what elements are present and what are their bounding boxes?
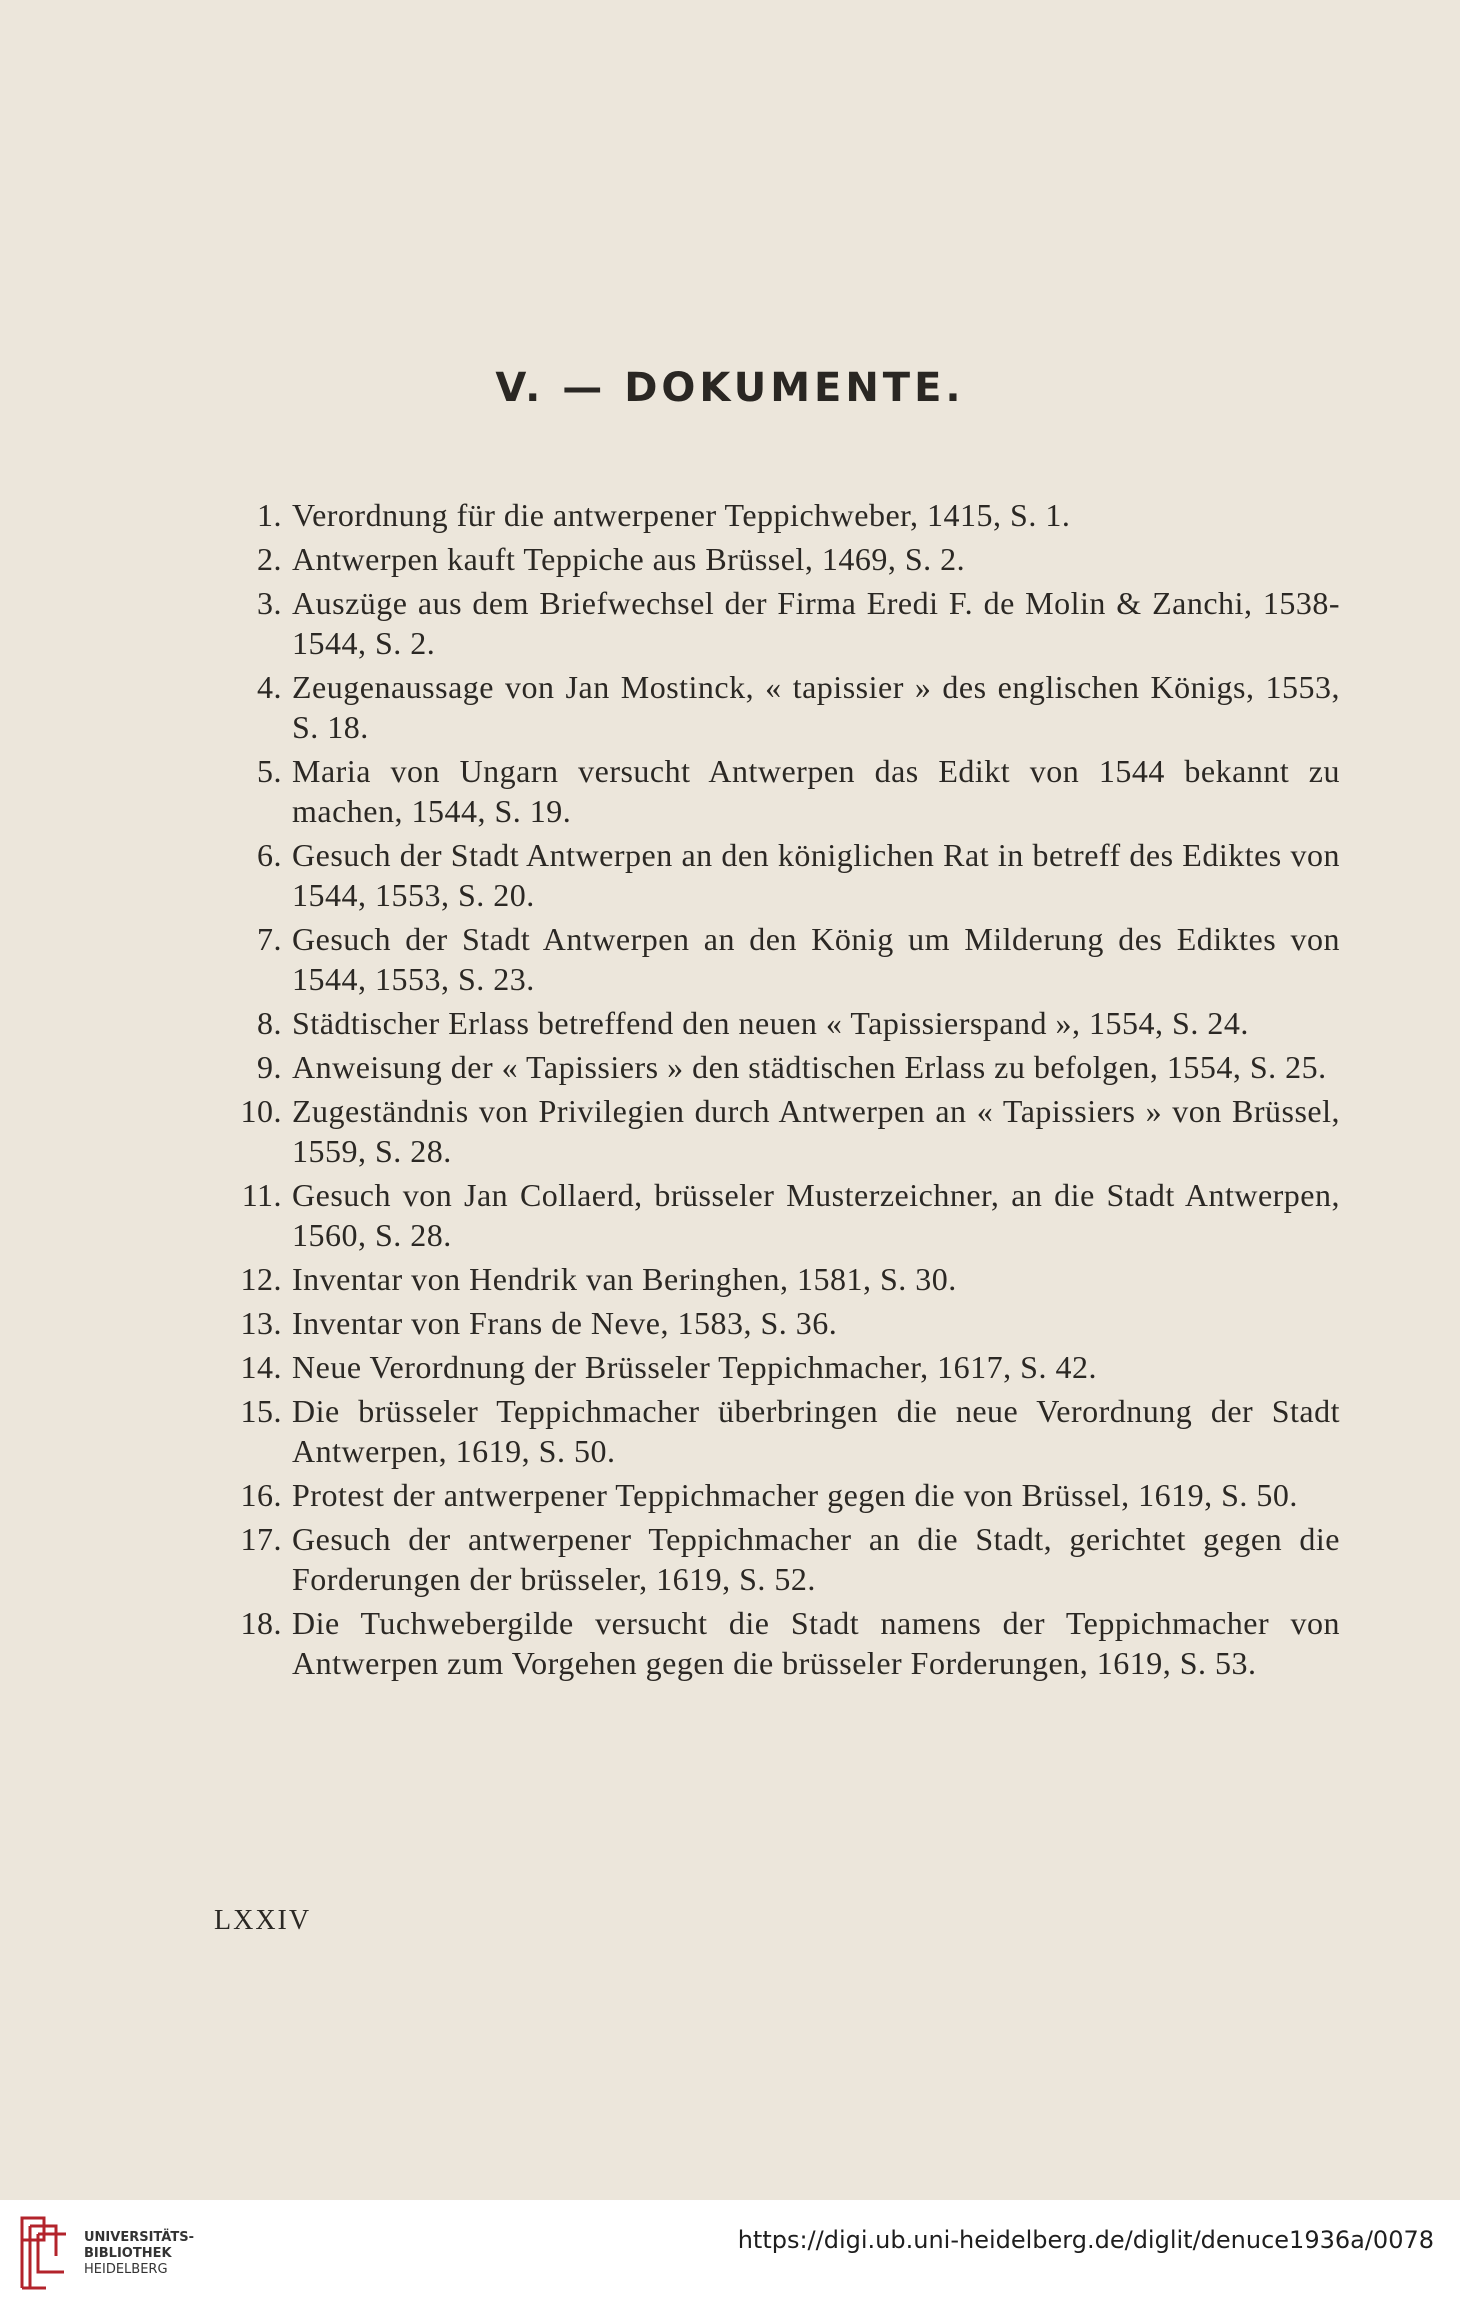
library-name-line: HEIDELBERG — [84, 2262, 168, 2277]
list-item — [220, 1175, 1340, 1255]
entry-number: 4. — [257, 669, 282, 705]
list-item — [220, 1259, 1340, 1299]
entry-number: 15. — [240, 1393, 282, 1429]
list-item — [220, 835, 1340, 915]
entry-text: Gesuch der Stadt Antwerpen an den König um Milderung des Ediktes von 1544, 1553, S. 23. — [292, 921, 1340, 997]
entry-text: Neue Verordnung der Brüsseler Teppichmacher, 1617, S. 42. — [292, 1349, 1097, 1385]
entry-number: 12. — [240, 1261, 282, 1297]
entry-text: Inventar von Hendrik van Beringhen, 1581, S. 30. — [292, 1261, 957, 1297]
entry-text: Anweisung der « Tapissiers » den städtischen Erlass zu befolgen, 1554, S. 25. — [292, 1049, 1327, 1085]
page-number: LXXIV — [214, 1905, 312, 1936]
entry-text: Gesuch der antwerpener Teppichmacher an die Stadt, gerichtet gegen die Forderungen der brüsseler, 1619, S. 52. — [292, 1521, 1340, 1597]
page-heading: V. — DOKUMENTE. — [495, 365, 965, 411]
list-item — [220, 1003, 1340, 1043]
entry-number: 14. — [240, 1349, 282, 1385]
entry-text: Die brüsseler Teppichmacher überbringen die neue Verordnung der Stadt Antwerpen, 1619, S. 50. — [292, 1393, 1340, 1469]
entry-number: 5. — [257, 753, 282, 789]
entry-number: 2. — [257, 541, 282, 577]
list-item — [220, 919, 1340, 999]
entry-text: Verordnung für die antwerpener Teppichweber, 1415, S. 1. — [292, 497, 1071, 533]
entry-number: 10. — [240, 1093, 282, 1129]
list-item — [220, 1303, 1340, 1343]
entry-number: 17. — [240, 1521, 282, 1557]
library-name-line: UNIVERSITÄTS- — [84, 2230, 194, 2245]
list-item — [220, 667, 1340, 747]
list-item — [220, 1603, 1340, 1683]
entry-number: 11. — [241, 1177, 282, 1213]
list-item — [220, 1475, 1340, 1515]
document-list — [220, 495, 1340, 1687]
entry-text: Antwerpen kauft Teppiche aus Brüssel, 1469, S. 2. — [292, 541, 966, 577]
permalink-url[interactable]: https://digi.ub.uni-heidelberg.de/diglit/denuce1936a/0078 — [737, 2226, 1434, 2254]
entry-number: 13. — [240, 1305, 282, 1341]
entry-text: Maria von Ungarn versucht Antwerpen das Edikt von 1544 bekannt zu machen, 1544, S. 19. — [292, 753, 1340, 829]
library-name-line: BIBLIOTHEK — [84, 2246, 172, 2261]
list-item — [220, 751, 1340, 831]
entry-text: Zeugenaussage von Jan Mostinck, « tapissier » des englischen Königs, 1553, S. 18. — [292, 669, 1340, 745]
list-item — [220, 1347, 1340, 1387]
entry-number: 3. — [257, 585, 282, 621]
entry-number: 8. — [257, 1005, 282, 1041]
list-item — [220, 1519, 1340, 1599]
library-name — [84, 2230, 194, 2278]
list-item — [220, 583, 1340, 663]
entry-text: Die Tuchwebergilde versucht die Stadt namens der Teppichmacher von Antwerpen zum Vorgehen gegen die brüsseler Forderungen, 1619, S. 53. — [292, 1605, 1340, 1681]
entry-text: Auszüge aus dem Briefwechsel der Firma Eredi F. de Molin & Zanchi, 1538-1544, S. 2. — [292, 585, 1340, 661]
library-logo-icon — [16, 2212, 70, 2294]
list-item — [220, 495, 1340, 535]
entry-text: Städtischer Erlass betreffend den neuen « Tapissierspand », 1554, S. 24. — [292, 1005, 1249, 1041]
entry-text: Inventar von Frans de Neve, 1583, S. 36. — [292, 1305, 838, 1341]
entry-number: 6. — [257, 837, 282, 873]
entry-text: Zugeständnis von Privilegien durch Antwerpen an « Tapissiers » von Brüssel, 1559, S. 28. — [292, 1093, 1340, 1169]
entry-number: 16. — [240, 1477, 282, 1513]
entry-number: 9. — [257, 1049, 282, 1085]
list-item — [220, 539, 1340, 579]
entry-text: Protest der antwerpener Teppichmacher gegen die von Brüssel, 1619, S. 50. — [292, 1477, 1298, 1513]
list-item — [220, 1047, 1340, 1087]
entry-text: Gesuch der Stadt Antwerpen an den königlichen Rat in betreff des Ediktes von 1544, 1553, S. 20. — [292, 837, 1340, 913]
entry-number: 18. — [240, 1605, 282, 1641]
entry-number: 1. — [257, 497, 282, 533]
entry-number: 7. — [257, 921, 282, 957]
list-item — [220, 1091, 1340, 1171]
entry-text: Gesuch von Jan Collaerd, brüsseler Musterzeichner, an die Stadt Antwerpen, 1560, S. 28. — [292, 1177, 1340, 1253]
viewer-footer — [0, 2200, 1460, 2310]
list-item — [220, 1391, 1340, 1471]
